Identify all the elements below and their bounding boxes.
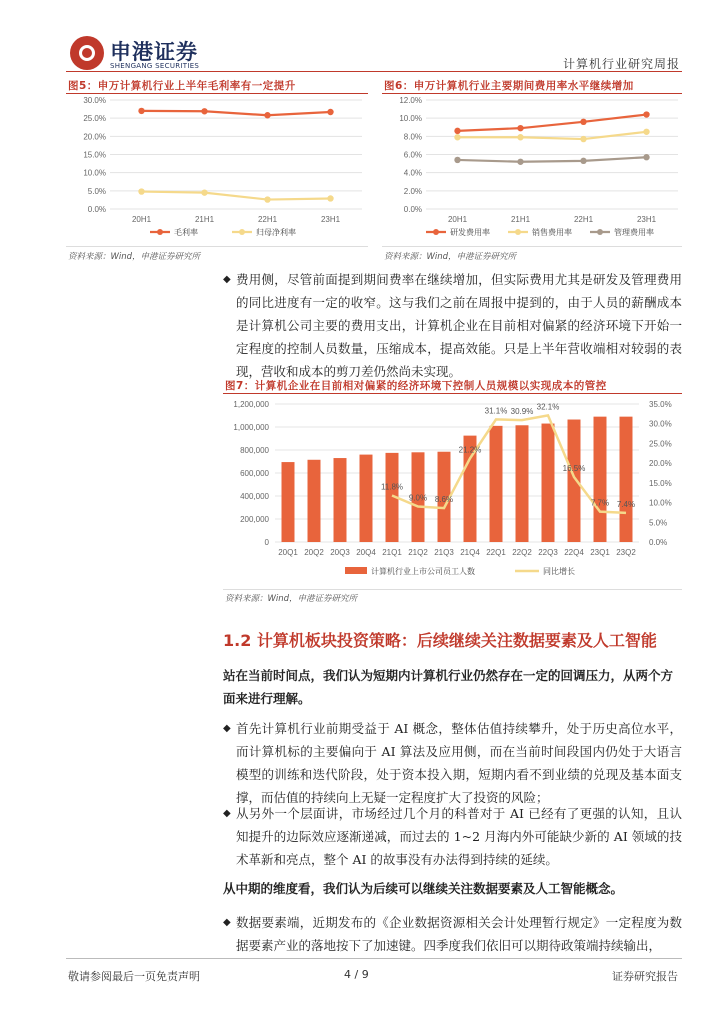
bar — [516, 425, 529, 542]
paragraph-4: 数据要素端，近期发布的《企业数据资源相关会计处理暂行规定》一定程度为数据要素产业的落地按下了加速键。四季度我们依旧可以期待政策端持续输出， — [236, 915, 682, 953]
fig7-title: 图7：计算机企业在目前相对偏紧的经济环境下控制人员规模以实现成本的管控 — [225, 380, 607, 392]
x-tick-label: 22H1 — [573, 215, 594, 224]
y-left-tick-label: 400,000 — [240, 492, 269, 501]
bar — [334, 458, 347, 542]
legend-label: 同比增长 — [543, 567, 575, 576]
y-tick-label: 15.0% — [83, 150, 106, 160]
x-tick-label: 22Q1 — [486, 548, 506, 557]
y-tick-label: 10.0% — [83, 168, 106, 178]
y-tick-label: 10.0% — [399, 114, 422, 124]
bullet-icon: ◆ — [223, 274, 231, 285]
fig5-title: 图5：申万计算机行业上半年毛利率有一定提升 — [68, 80, 296, 92]
paragraph-3: 从另外一个层面讲，市场经过几个月的科普对于 AI 已经有了更强的认知，且认知提升的边际效应逐渐递减，而过去的 1~2 月海内外可能缺少新的 AI 领域的技术革新和亮点，整个 AI 的故事没有办法得到持续的延续。 — [236, 806, 682, 867]
fig6-bottom-rule — [382, 246, 682, 247]
fig7-chart — [223, 394, 684, 584]
data-label: 31.1% — [484, 406, 508, 416]
y-tick-label: 6.0% — [403, 150, 422, 160]
data-label: 32.1% — [536, 402, 560, 412]
x-tick-label: 23Q2 — [616, 548, 636, 557]
y-right-tick-label: 25.0% — [649, 439, 672, 449]
y-tick-label: 30.0% — [83, 96, 106, 105]
data-point — [201, 108, 207, 114]
y-left-tick-label: 1,200,000 — [233, 400, 269, 409]
bar — [568, 420, 581, 542]
data-point — [643, 154, 649, 160]
y-right-tick-label: 15.0% — [649, 478, 672, 488]
footer-report-type: 证券研究报告 — [612, 970, 678, 983]
bar — [490, 426, 503, 542]
y-right-tick-label: 5.0% — [649, 518, 668, 528]
fig5-chart — [66, 94, 370, 242]
x-tick-label: 21Q1 — [382, 548, 402, 557]
x-tick-label: 21H1 — [510, 215, 531, 224]
bullet-icon: ◆ — [223, 808, 231, 819]
section-title: 1.2 计算机板块投资策略：后续继续关注数据要素及人工智能 — [223, 631, 657, 650]
legend-swatch — [345, 567, 367, 574]
data-label: 11.8% — [380, 482, 404, 492]
series-line — [142, 111, 331, 115]
series-line — [142, 192, 331, 200]
data-point — [580, 119, 586, 125]
data-point — [138, 188, 144, 194]
bar — [542, 424, 555, 542]
bar — [594, 417, 607, 542]
legend-label: 研发费用率 — [450, 228, 490, 237]
page-number: 4 / 9 — [344, 968, 369, 981]
data-point — [580, 158, 586, 164]
x-tick-label: 23H1 — [320, 215, 341, 224]
data-label: 16.5% — [562, 463, 586, 473]
data-point — [454, 128, 460, 134]
y-left-tick-label: 200,000 — [240, 515, 269, 524]
legend-marker — [239, 229, 245, 235]
y-tick-label: 25.0% — [83, 114, 106, 124]
bar — [308, 460, 321, 542]
y-tick-label: 4.0% — [403, 168, 422, 178]
lead-paragraph-2: 从中期的维度看，我们认为后续可以继续关注数据要素及人工智能概念。 — [223, 881, 624, 896]
x-tick-label: 20H1 — [447, 215, 468, 224]
legend-marker — [515, 229, 521, 235]
x-tick-label: 21Q4 — [460, 548, 480, 557]
x-tick-label: 23Q1 — [590, 548, 610, 557]
y-tick-label: 8.0% — [403, 132, 422, 142]
fig6-title: 图6：申万计算机行业主要期间费用率水平继续增加 — [384, 80, 634, 92]
x-tick-label: 20Q3 — [330, 548, 350, 557]
data-label: 21.2% — [458, 445, 482, 455]
header-title: 计算机行业研究周报 — [562, 57, 680, 71]
y-right-tick-label: 30.0% — [649, 419, 672, 429]
bar — [282, 462, 295, 542]
x-tick-label: 21Q2 — [408, 548, 428, 557]
footer-disclaimer: 敬请参阅最后一页免责声明 — [68, 970, 200, 983]
y-tick-label: 12.0% — [399, 96, 422, 105]
fig7-bottom-rule — [223, 589, 682, 590]
header-divider — [66, 71, 682, 72]
data-point — [643, 111, 649, 117]
data-point — [201, 189, 207, 195]
data-point — [517, 134, 523, 140]
y-tick-label: 0.0% — [87, 205, 106, 214]
y-right-tick-label: 20.0% — [649, 459, 672, 469]
legend-marker — [597, 229, 603, 235]
y-left-tick-label: 600,000 — [240, 469, 269, 478]
paragraph-1: 费用侧，尽管前面提到期间费率在继续增加，但实际费用尤其是研发及管理费用的同比进度有一定的收窄。这与我们之前在周报中提到的，由于人员的薪酬成本是计算机公司主要的费用支出，计算机企业在目前相对偏紧的经济环境下开始一定程度的控制人员数量，压缩成本，提高效能。只是上半年营收端相对较弱的表现，营收和成本的剪刀差仍然尚未实现。 — [236, 272, 682, 379]
logo-inner-icon — [79, 45, 95, 61]
y-left-tick-label: 0 — [264, 538, 269, 547]
data-point — [138, 108, 144, 114]
data-label: 8.6% — [434, 495, 454, 505]
fig7-source: 资料来源：Wind，申港证券研究所 — [225, 594, 358, 604]
fig5-bottom-rule — [66, 246, 368, 247]
y-right-tick-label: 0.0% — [649, 538, 668, 547]
fig5-source: 资料来源：Wind，申港证券研究所 — [68, 252, 201, 262]
data-point — [327, 109, 333, 115]
bar — [620, 417, 633, 542]
data-label: 30.9% — [510, 407, 534, 417]
series-line — [458, 157, 647, 162]
logo-text: 申港证券 — [110, 40, 198, 64]
y-left-tick-label: 1,000,000 — [233, 423, 269, 432]
x-tick-label: 20Q2 — [304, 548, 324, 557]
data-point — [517, 159, 523, 165]
x-tick-label: 22Q3 — [538, 548, 558, 557]
x-tick-label: 20H1 — [131, 215, 152, 224]
data-point — [264, 196, 270, 202]
y-left-tick-label: 800,000 — [240, 446, 269, 455]
series-line — [458, 132, 647, 139]
x-tick-label: 21H1 — [194, 215, 215, 224]
x-tick-label: 22H1 — [257, 215, 278, 224]
logo-subtext: SHENGANG SECURITIES — [110, 62, 200, 70]
legend-marker — [433, 229, 439, 235]
paragraph-2: 首先计算机行业前期受益于 AI 概念，整体估值持续攀升，处于历史高位水平，而计算机标的主要偏向于 AI 算法及应用侧，而在当前时间段国内仍处于大语言模型的训练和迭代阶段，处于资本投入期，短期内看不到业绩的兑现及基本面支撑，而估值的持续向上无疑一定程度扩大了投资的风险； — [236, 721, 682, 805]
y-tick-label: 2.0% — [403, 186, 422, 196]
legend-label: 管理费用率 — [614, 228, 654, 237]
x-tick-label: 20Q1 — [278, 548, 298, 557]
fig6-chart — [382, 94, 684, 242]
data-point — [517, 125, 523, 131]
data-label: 7.7% — [590, 498, 610, 508]
data-label: 9.0% — [408, 493, 428, 503]
data-point — [454, 157, 460, 163]
legend-label: 计算机行业上市公司员工人数 — [371, 567, 475, 576]
fig6-source: 资料来源：Wind，申港证券研究所 — [384, 252, 517, 262]
y-tick-label: 0.0% — [403, 205, 422, 214]
data-label: 7.4% — [616, 499, 636, 509]
x-tick-label: 20Q4 — [356, 548, 376, 557]
bullet-icon: ◆ — [223, 917, 231, 928]
y-right-tick-label: 35.0% — [649, 400, 672, 409]
data-point — [580, 136, 586, 142]
bullet-icon: ◆ — [223, 723, 231, 734]
y-tick-label: 5.0% — [87, 186, 106, 196]
x-tick-label: 21Q3 — [434, 548, 454, 557]
data-point — [327, 195, 333, 201]
bar — [360, 455, 373, 542]
footer-divider — [66, 958, 682, 959]
x-tick-label: 22Q4 — [564, 548, 584, 557]
legend-label: 归母净利率 — [256, 228, 296, 237]
data-point — [643, 129, 649, 135]
data-point — [264, 112, 270, 118]
legend-marker — [157, 229, 163, 235]
legend-label: 销售费用率 — [532, 228, 572, 237]
x-tick-label: 23H1 — [636, 215, 657, 224]
data-point — [454, 134, 460, 140]
y-right-tick-label: 10.0% — [649, 498, 672, 508]
lead-paragraph-1: 站在当前时间点，我们认为短期内计算机行业仍然存在一定的回调压力，从两个方面来进行理解。 — [223, 668, 674, 706]
x-tick-label: 22Q2 — [512, 548, 532, 557]
series-line — [458, 115, 647, 131]
y-tick-label: 20.0% — [83, 132, 106, 142]
legend-label: 毛利率 — [174, 228, 198, 237]
